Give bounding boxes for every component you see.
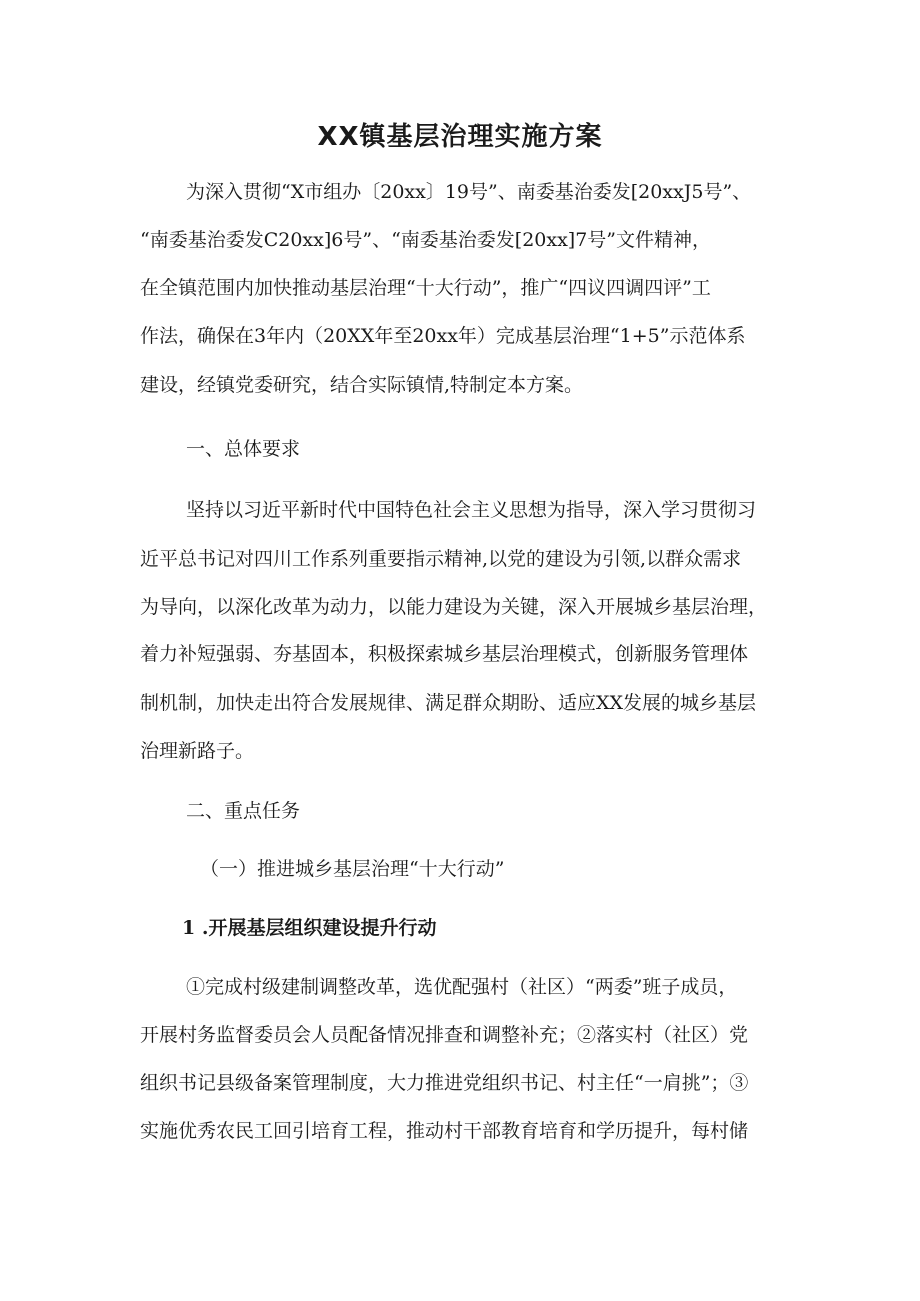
section-heading-general: 一、总体要求 <box>186 438 301 460</box>
paragraph-line: 坚持以习近平新时代中国特色社会主义思想为指导，深入学习贯彻习 <box>186 499 757 521</box>
paragraph-line: 开展村务监督委员会人员配备情况排查和调整补充；②落实村（社区）党 <box>140 1024 749 1046</box>
paragraph-line: 治理新路子。 <box>140 740 255 762</box>
paragraph-line: 在全镇范围内加快推动基层治理“十大行动”，推广“四议四调四评”工 <box>140 277 711 299</box>
paragraph-line: 建设，经镇党委研究，结合实际镇情,特制定本方案。 <box>140 374 584 396</box>
paragraph-line: 为深入贯彻“X市组办〔20xx〕19号”、南委基治委发[20xxJ5号”、 <box>186 181 752 203</box>
paragraph-line: 着力补短强弱、夯基固本，积极探索城乡基层治理模式，创新服务管理体 <box>140 643 749 665</box>
subsection-heading: （一）推进城乡基层治理“十大行动” <box>200 858 505 880</box>
paragraph-line: 组织书记县级备案管理制度，大力推进党组织书记、村主任“一肩挑”；③ <box>140 1072 749 1094</box>
paragraph-line: 制机制，加快走出符合发展规律、满足群众期盼、适应XX发展的城乡基层 <box>140 692 757 714</box>
paragraph-line: 作法，确保在3年内（20XX年至20xx年）完成基层治理“1+5”示范体系 <box>140 325 746 347</box>
document-title: XX镇基层治理实施方案 <box>317 122 603 152</box>
section-heading-tasks: 二、重点任务 <box>186 800 301 822</box>
item-heading: 1 .开展基层组织建设提升行动 <box>182 917 437 939</box>
paragraph-line: 为导向，以深化改革为动力，以能力建设为关键，深入开展城乡基层治理， <box>140 596 768 618</box>
paragraph-line: 近平总书记对四川工作系列重要指示精神,以党的建设为引领,以群众需求 <box>140 548 742 570</box>
paragraph-line: 实施优秀农民工回引培育工程，推动村干部教育培育和学历提升，每村储 <box>140 1120 749 1142</box>
paragraph-line: “南委基治委发C20xx]6号”、“南委基治委发[20xx]7号”文件精神， <box>140 229 712 251</box>
paragraph-line: ①完成村级建制调整改革，选优配强村（社区）“两委”班子成员， <box>186 976 738 998</box>
